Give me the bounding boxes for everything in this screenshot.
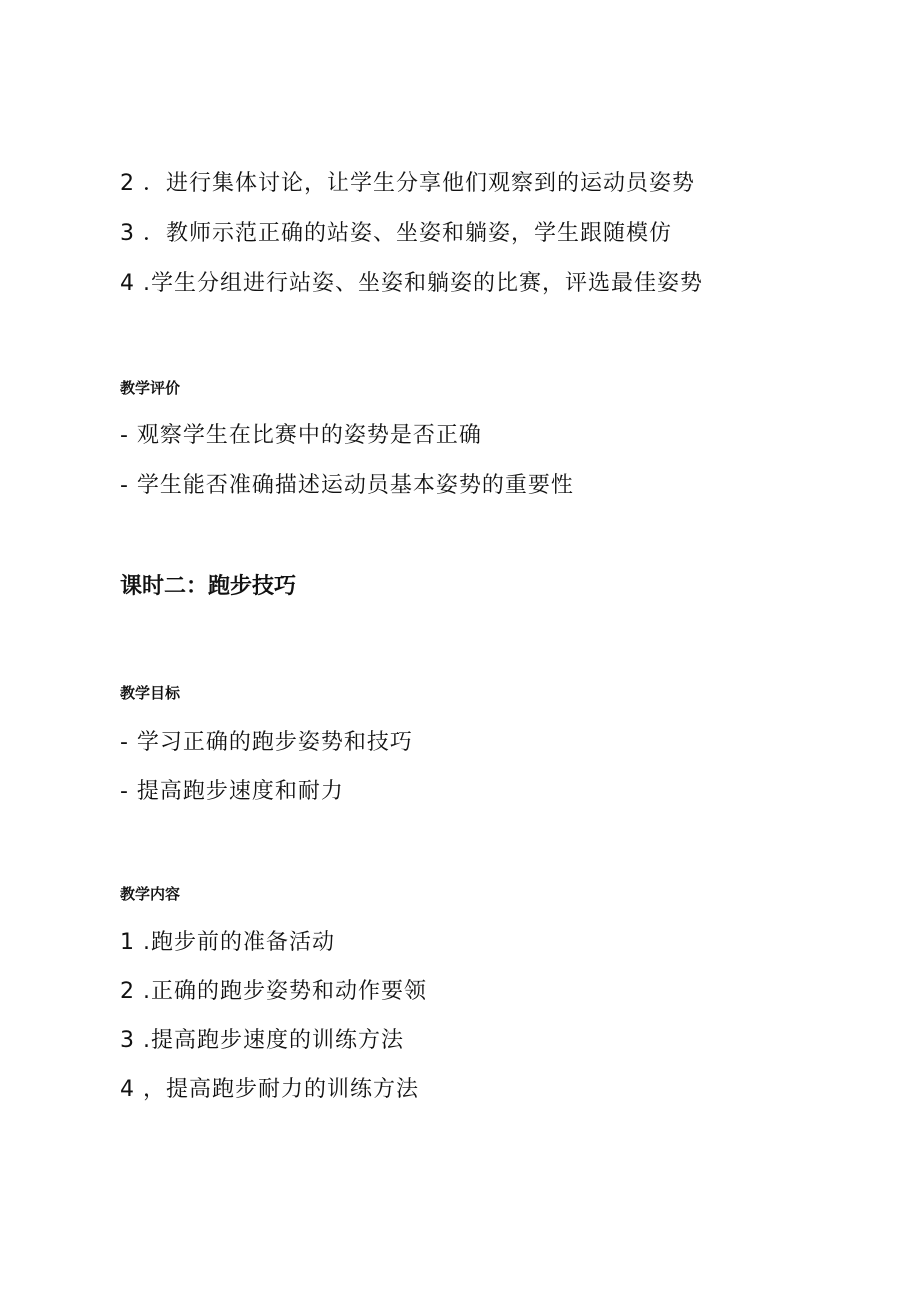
- step-4: 4 .学生分组进行站姿、坐姿和躺姿的比赛，评选最佳姿势: [120, 271, 703, 296]
- evaluation-heading: 教学评价: [120, 379, 181, 397]
- lesson-title: 课时二：跑步技巧: [120, 574, 297, 599]
- content-item-2: 2 .正确的跑步姿势和动作要领: [120, 979, 427, 1004]
- content-heading: 教学内容: [120, 885, 181, 903]
- step-2: 2 ．进行集体讨论，让学生分享他们观察到的运动员姿势: [120, 171, 695, 196]
- step-3: 3 ．教师示范正确的站姿、坐姿和躺姿，学生跟随模仿: [120, 221, 672, 246]
- content-item-1: 1 .跑步前的准备活动: [120, 930, 335, 955]
- objectives-heading: 教学目标: [120, 684, 181, 702]
- evaluation-item-2: - 学生能否准确描述运动员基本姿势的重要性: [120, 473, 574, 498]
- evaluation-item-1: - 观察学生在比赛中的姿势是否正确: [120, 423, 482, 448]
- objective-item-2: - 提高跑步速度和耐力: [120, 779, 344, 804]
- objective-item-1: - 学习正确的跑步姿势和技巧: [120, 730, 413, 755]
- content-item-4: 4 ，提高跑步耐力的训练方法: [120, 1077, 419, 1102]
- content-item-3: 3 .提高跑步速度的训练方法: [120, 1028, 404, 1053]
